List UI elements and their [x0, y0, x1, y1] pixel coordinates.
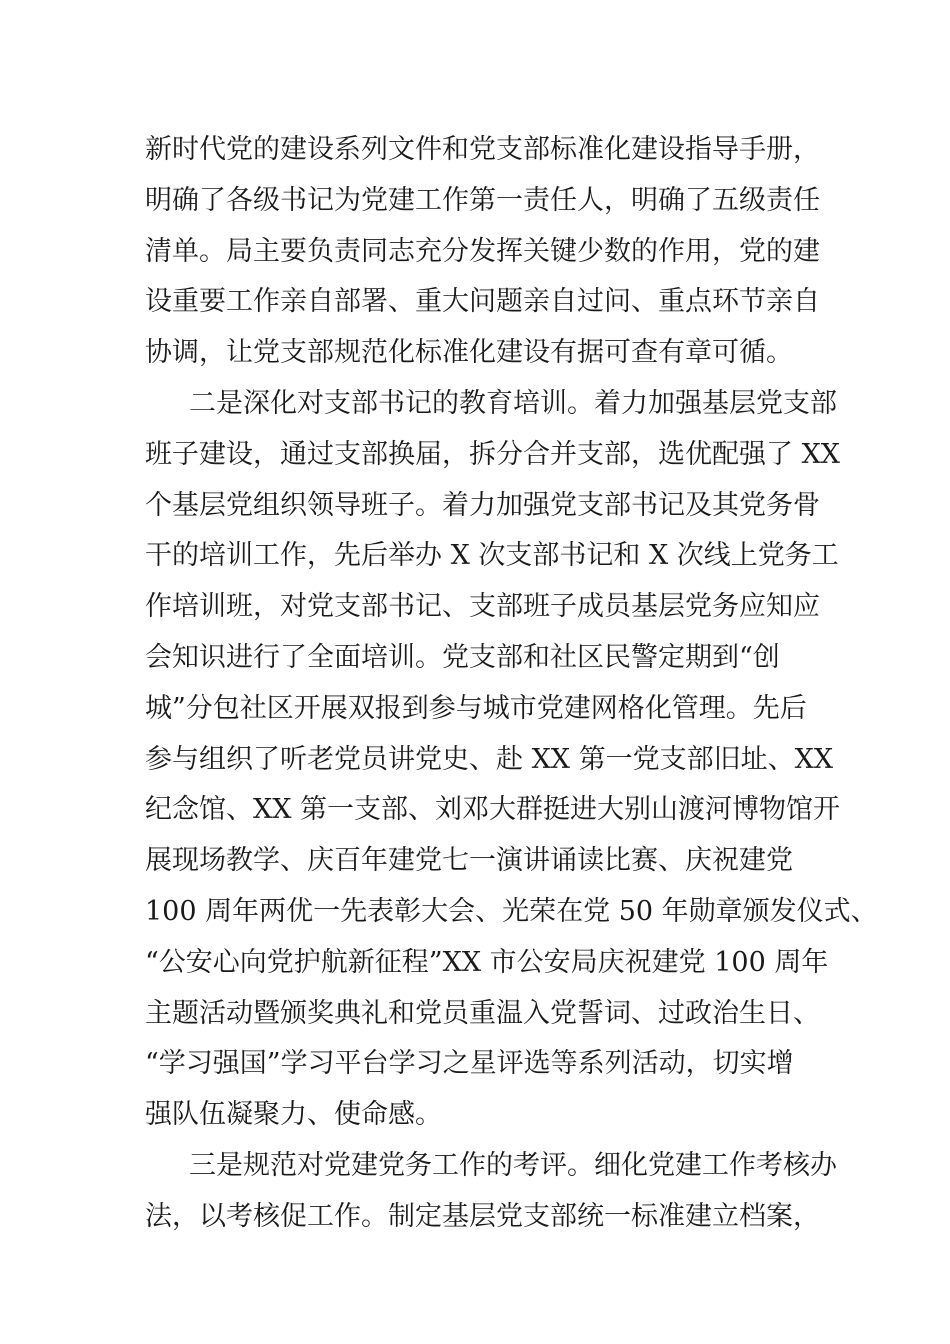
text-line: 会知识进行了全面培训。党支部和社区民警定期到“创 — [145, 641, 780, 673]
text-line: 100 周年两优一先表彰大会、光荣在党 50 年勋章颁发仪式、 — [145, 895, 878, 927]
text-line: 展现场教学、庆百年建党七一演讲诵读比赛、庆祝建党 — [145, 845, 793, 877]
body-text — [145, 125, 878, 1243]
paragraph-start-line: 二是深化对支部书记的教育培训。着力加强基层党支部 — [189, 387, 837, 419]
text-line: 城”分包社区开展双报到参与城市党建网格化管理。先后 — [145, 692, 807, 724]
text-line: 法，以考核促工作。制定基层党支部统一标准建立档案， — [145, 1200, 820, 1232]
text-line: 个基层党组织领导班子。着力加强党支部书记及其党务骨 — [145, 489, 820, 521]
text-line: 清单。局主要负责同志充分发挥关键少数的作用，党的建 — [145, 235, 820, 267]
text-line: 纪念馆、XX 第一支部、刘邓大群挺进大别山渡河博物馆开 — [145, 794, 841, 826]
text-line: 班子建设，通过支部换届，拆分合并支部，选优配强了 XX — [145, 438, 841, 470]
text-line: 协调，让党支部规范化标准化建设有据可查有章可循。 — [145, 337, 793, 369]
text-line: 新时代党的建设系列文件和党支部标准化建设指导手册， — [145, 134, 820, 165]
text-line: 明确了各级书记为党建工作第一责任人，明确了五级责任 — [145, 184, 820, 216]
paragraph-start-line: 三是规范对党建党务工作的考评。细化党建工作考核办 — [189, 1149, 837, 1181]
text-line: 参与组织了听老党员讲党史、赴 XX 第一党支部旧址、XX — [145, 743, 834, 775]
text-line: “公安心向党护航新征程”XX 市公安局庆祝建党 100 周年 — [145, 946, 829, 978]
text-line: 主题活动暨颁奖典礼和党员重温入党誓词、过政治生日、 — [145, 997, 820, 1029]
text-line: 强队伍凝聚力、使命感。 — [145, 1099, 442, 1131]
text-line: 设重要工作亲自部署、重大问题亲自过问、重点环节亲自 — [145, 286, 820, 318]
text-line: “学习强国”学习平台学习之星评选等系列活动，切实增 — [145, 1048, 794, 1080]
text-line: 作培训班，对党支部书记、支部班子成员基层党务应知应 — [145, 591, 820, 623]
text-line: 干的培训工作，先后举办 X 次支部书记和 X 次线上党务工 — [145, 540, 839, 572]
